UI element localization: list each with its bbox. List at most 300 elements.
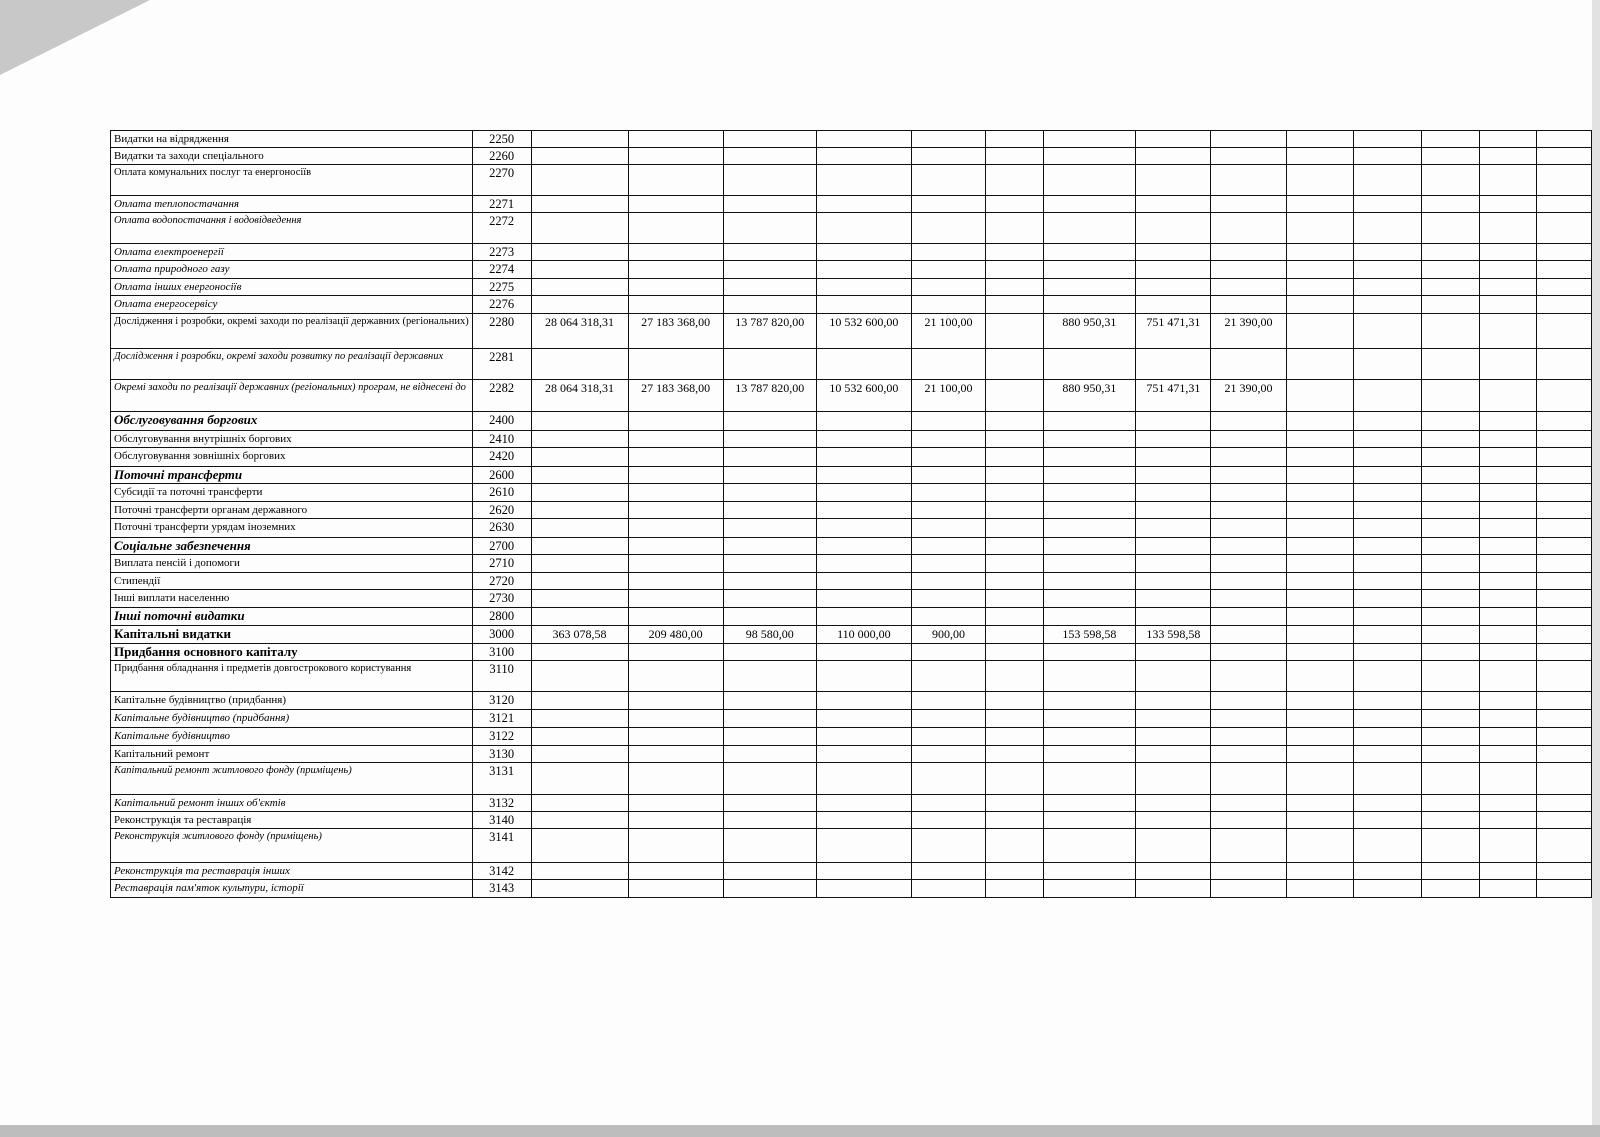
table-row — [111, 213, 1592, 244]
value-cell: 21 390,00 — [1211, 380, 1286, 412]
value-cell — [723, 880, 816, 898]
table-row — [111, 746, 1592, 763]
value-cell — [1211, 431, 1286, 448]
value-cell — [1286, 484, 1353, 502]
value-cell — [1136, 502, 1211, 519]
value-cell — [1286, 448, 1353, 467]
value-cell — [1136, 196, 1211, 213]
value-cell — [911, 710, 985, 728]
value-cell — [1211, 644, 1286, 661]
value-cell — [1421, 244, 1479, 261]
value-cell — [531, 829, 628, 863]
value-cell — [1353, 131, 1421, 148]
value-cell — [628, 763, 723, 795]
value-cell — [816, 590, 911, 608]
table-row — [111, 296, 1592, 314]
row-code: 2270 — [472, 165, 531, 196]
value-cell — [986, 261, 1044, 279]
row-label: Реконструкція житлового фонду (приміщень) — [111, 829, 473, 863]
row-label: Капітальний ремонт інших об'єктів — [111, 795, 473, 812]
value-cell — [1043, 728, 1136, 746]
value-cell — [1136, 829, 1211, 863]
value-cell — [1286, 244, 1353, 261]
value-cell — [628, 710, 723, 728]
value-cell — [816, 880, 911, 898]
value-cell — [723, 296, 816, 314]
value-cell — [723, 261, 816, 279]
row-code: 3132 — [472, 795, 531, 812]
value-cell — [723, 213, 816, 244]
value-cell — [1043, 519, 1136, 538]
value-cell — [1421, 165, 1479, 196]
value-cell — [1479, 244, 1537, 261]
value-cell — [628, 279, 723, 296]
value-cell — [1211, 608, 1286, 626]
value-cell — [531, 502, 628, 519]
value-cell — [986, 538, 1044, 555]
value-cell — [986, 380, 1044, 412]
value-cell — [1421, 608, 1479, 626]
value-cell — [1421, 829, 1479, 863]
value-cell — [911, 728, 985, 746]
value-cell — [816, 131, 911, 148]
value-cell — [1537, 763, 1592, 795]
row-code: 2275 — [472, 279, 531, 296]
value-cell — [911, 213, 985, 244]
value-cell — [1537, 829, 1592, 863]
table-row — [111, 555, 1592, 573]
value-cell — [816, 196, 911, 213]
value-cell — [816, 467, 911, 484]
row-label: Капітальне будівництво — [111, 728, 473, 746]
value-cell — [1136, 710, 1211, 728]
value-cell — [1211, 131, 1286, 148]
value-cell — [628, 412, 723, 431]
value-cell — [911, 431, 985, 448]
value-cell — [1286, 661, 1353, 692]
value-cell — [1479, 728, 1537, 746]
row-label: Оплата енергосервісу — [111, 296, 473, 314]
row-label: Оплата електроенергії — [111, 244, 473, 261]
value-cell — [1421, 448, 1479, 467]
value-cell: 751 471,31 — [1136, 314, 1211, 349]
value-cell — [1211, 196, 1286, 213]
row-code: 2630 — [472, 519, 531, 538]
value-cell — [986, 296, 1044, 314]
value-cell — [1353, 829, 1421, 863]
value-cell — [1479, 829, 1537, 863]
value-cell — [1136, 863, 1211, 880]
table-row — [111, 661, 1592, 692]
value-cell — [816, 763, 911, 795]
value-cell — [628, 573, 723, 590]
value-cell — [911, 573, 985, 590]
value-cell — [1136, 538, 1211, 555]
value-cell — [1286, 131, 1353, 148]
value-cell: 13 787 820,00 — [723, 380, 816, 412]
value-cell — [911, 880, 985, 898]
value-cell — [1421, 644, 1479, 661]
value-cell — [1479, 196, 1537, 213]
value-cell — [1421, 279, 1479, 296]
value-cell — [1286, 502, 1353, 519]
value-cell — [816, 431, 911, 448]
row-code: 3130 — [472, 746, 531, 763]
value-cell — [911, 244, 985, 261]
value-cell — [1537, 863, 1592, 880]
value-cell — [628, 728, 723, 746]
value-cell — [986, 573, 1044, 590]
value-cell — [1286, 795, 1353, 812]
value-cell — [1136, 213, 1211, 244]
row-label: Капітальні видатки — [111, 626, 473, 644]
value-cell — [1537, 380, 1592, 412]
row-label: Видатки на відрядження — [111, 131, 473, 148]
value-cell — [1136, 279, 1211, 296]
value-cell — [531, 728, 628, 746]
value-cell — [723, 431, 816, 448]
row-code: 2250 — [472, 131, 531, 148]
value-cell — [628, 261, 723, 279]
value-cell — [816, 484, 911, 502]
row-code: 3120 — [472, 692, 531, 710]
value-cell: 28 064 318,31 — [531, 380, 628, 412]
value-cell — [986, 692, 1044, 710]
table-row — [111, 502, 1592, 519]
row-label: Поточні трансферти урядам іноземних — [111, 519, 473, 538]
value-cell — [723, 467, 816, 484]
value-cell — [1479, 880, 1537, 898]
value-cell — [986, 484, 1044, 502]
value-cell — [1286, 314, 1353, 349]
row-label: Поточні трансферти органам державного — [111, 502, 473, 519]
value-cell — [723, 644, 816, 661]
value-cell — [1211, 213, 1286, 244]
value-cell — [1421, 880, 1479, 898]
value-cell: 21 100,00 — [911, 314, 985, 349]
value-cell — [723, 863, 816, 880]
row-code: 2610 — [472, 484, 531, 502]
row-label: Придбання основного капіталу — [111, 644, 473, 661]
table-row — [111, 829, 1592, 863]
value-cell — [1136, 590, 1211, 608]
value-cell — [1286, 590, 1353, 608]
value-cell — [1479, 431, 1537, 448]
value-cell — [816, 213, 911, 244]
value-cell — [1479, 661, 1537, 692]
value-cell — [1211, 538, 1286, 555]
value-cell — [1043, 746, 1136, 763]
page-edge-bottom — [0, 1125, 1600, 1137]
table-row — [111, 728, 1592, 746]
value-cell — [816, 502, 911, 519]
value-cell — [816, 519, 911, 538]
value-cell — [986, 349, 1044, 380]
value-cell — [1043, 448, 1136, 467]
value-cell — [1136, 296, 1211, 314]
value-cell — [1479, 692, 1537, 710]
value-cell — [1421, 502, 1479, 519]
value-cell — [531, 148, 628, 165]
value-cell — [1211, 812, 1286, 829]
row-label: Інші поточні видатки — [111, 608, 473, 626]
value-cell — [986, 710, 1044, 728]
value-cell — [628, 213, 723, 244]
table-row — [111, 131, 1592, 148]
value-cell — [723, 131, 816, 148]
value-cell — [1537, 261, 1592, 279]
value-cell — [1286, 196, 1353, 213]
value-cell — [1211, 728, 1286, 746]
value-cell — [1421, 555, 1479, 573]
value-cell — [628, 165, 723, 196]
value-cell — [1286, 412, 1353, 431]
row-label: Інші виплати населенню — [111, 590, 473, 608]
value-cell: 28 064 318,31 — [531, 314, 628, 349]
value-cell — [986, 244, 1044, 261]
value-cell — [1136, 795, 1211, 812]
value-cell — [1421, 484, 1479, 502]
value-cell — [723, 710, 816, 728]
value-cell — [1353, 763, 1421, 795]
value-cell — [911, 412, 985, 431]
value-cell — [1043, 590, 1136, 608]
value-cell — [1353, 467, 1421, 484]
table-row — [111, 608, 1592, 626]
value-cell — [531, 812, 628, 829]
value-cell — [1136, 484, 1211, 502]
value-cell — [911, 863, 985, 880]
value-cell — [1211, 555, 1286, 573]
row-label: Стипендії — [111, 573, 473, 590]
value-cell — [1286, 538, 1353, 555]
table-row — [111, 165, 1592, 196]
value-cell — [816, 244, 911, 261]
value-cell — [1353, 608, 1421, 626]
value-cell — [816, 148, 911, 165]
table-row — [111, 795, 1592, 812]
value-cell — [911, 165, 985, 196]
table-row — [111, 590, 1592, 608]
value-cell — [1537, 692, 1592, 710]
expenditure-table — [110, 130, 1592, 898]
value-cell — [1537, 279, 1592, 296]
folded-corner — [0, 0, 150, 75]
value-cell — [911, 644, 985, 661]
value-cell — [1479, 538, 1537, 555]
value-cell — [531, 555, 628, 573]
value-cell — [1286, 692, 1353, 710]
value-cell — [816, 573, 911, 590]
value-cell — [1479, 812, 1537, 829]
row-code: 2274 — [472, 261, 531, 279]
value-cell — [531, 863, 628, 880]
table-row — [111, 880, 1592, 898]
value-cell — [986, 590, 1044, 608]
value-cell — [1479, 502, 1537, 519]
value-cell — [986, 279, 1044, 296]
value-cell — [1211, 763, 1286, 795]
value-cell: 751 471,31 — [1136, 380, 1211, 412]
value-cell — [1421, 692, 1479, 710]
value-cell — [1043, 484, 1136, 502]
row-code: 2280 — [472, 314, 531, 349]
value-cell — [911, 349, 985, 380]
table-row — [111, 519, 1592, 538]
value-cell: 133 598,58 — [1136, 626, 1211, 644]
row-code: 3121 — [472, 710, 531, 728]
value-cell — [1353, 555, 1421, 573]
table-row — [111, 692, 1592, 710]
value-cell — [911, 746, 985, 763]
value-cell — [1211, 626, 1286, 644]
value-cell — [723, 829, 816, 863]
value-cell — [1286, 829, 1353, 863]
value-cell — [1136, 573, 1211, 590]
value-cell — [986, 412, 1044, 431]
value-cell: 363 078,58 — [531, 626, 628, 644]
value-cell — [986, 448, 1044, 467]
value-cell — [723, 661, 816, 692]
value-cell — [1136, 555, 1211, 573]
value-cell: 880 950,31 — [1043, 314, 1136, 349]
value-cell — [1043, 279, 1136, 296]
value-cell — [911, 484, 985, 502]
value-cell — [531, 644, 628, 661]
value-cell — [1286, 296, 1353, 314]
table-row — [111, 644, 1592, 661]
value-cell — [1479, 467, 1537, 484]
value-cell — [816, 746, 911, 763]
value-cell — [986, 746, 1044, 763]
value-cell — [986, 519, 1044, 538]
value-cell — [531, 763, 628, 795]
value-cell — [1479, 296, 1537, 314]
row-code: 2730 — [472, 590, 531, 608]
value-cell — [1353, 710, 1421, 728]
value-cell — [1479, 380, 1537, 412]
value-cell: 21 100,00 — [911, 380, 985, 412]
value-cell — [1211, 279, 1286, 296]
value-cell — [628, 349, 723, 380]
value-cell: 27 183 368,00 — [628, 314, 723, 349]
value-cell — [816, 279, 911, 296]
value-cell — [1211, 484, 1286, 502]
value-cell — [911, 448, 985, 467]
value-cell — [1537, 314, 1592, 349]
value-cell — [531, 196, 628, 213]
value-cell — [816, 829, 911, 863]
value-cell — [1353, 692, 1421, 710]
row-code: 2282 — [472, 380, 531, 412]
value-cell — [1353, 746, 1421, 763]
row-label: Обслуговування боргових — [111, 412, 473, 431]
value-cell — [1043, 296, 1136, 314]
value-cell — [1211, 661, 1286, 692]
value-cell — [1043, 467, 1136, 484]
table-row — [111, 467, 1592, 484]
value-cell — [816, 538, 911, 555]
value-cell — [628, 431, 723, 448]
value-cell — [1353, 296, 1421, 314]
value-cell — [1136, 244, 1211, 261]
value-cell — [986, 812, 1044, 829]
row-code: 2600 — [472, 467, 531, 484]
value-cell: 209 480,00 — [628, 626, 723, 644]
value-cell — [1211, 467, 1286, 484]
value-cell — [1043, 213, 1136, 244]
value-cell: 13 787 820,00 — [723, 314, 816, 349]
value-cell — [628, 131, 723, 148]
value-cell — [531, 296, 628, 314]
table-row — [111, 148, 1592, 165]
value-cell — [1136, 431, 1211, 448]
value-cell — [1286, 746, 1353, 763]
value-cell — [531, 538, 628, 555]
row-label: Придбання обладнання і предметів довгострокового користування — [111, 661, 473, 692]
value-cell — [1286, 710, 1353, 728]
value-cell — [628, 608, 723, 626]
value-cell — [986, 763, 1044, 795]
value-cell — [816, 644, 911, 661]
value-cell — [531, 213, 628, 244]
value-cell — [1136, 349, 1211, 380]
value-cell: 27 183 368,00 — [628, 380, 723, 412]
value-cell — [1286, 279, 1353, 296]
table-row — [111, 626, 1592, 644]
value-cell — [531, 590, 628, 608]
row-label: Окремі заходи по реалізації державних (регіональних) програм, не віднесені до — [111, 380, 473, 412]
value-cell — [986, 431, 1044, 448]
value-cell — [1211, 746, 1286, 763]
value-cell — [1421, 863, 1479, 880]
value-cell — [723, 763, 816, 795]
value-cell — [1421, 148, 1479, 165]
value-cell — [1537, 644, 1592, 661]
table-row — [111, 261, 1592, 279]
value-cell — [986, 196, 1044, 213]
value-cell: 10 532 600,00 — [816, 314, 911, 349]
value-cell: 900,00 — [911, 626, 985, 644]
value-cell — [1537, 131, 1592, 148]
value-cell — [1353, 519, 1421, 538]
row-code: 2620 — [472, 502, 531, 519]
value-cell — [1353, 661, 1421, 692]
value-cell — [1211, 502, 1286, 519]
value-cell — [1286, 573, 1353, 590]
value-cell — [531, 131, 628, 148]
value-cell — [1136, 148, 1211, 165]
value-cell — [1043, 349, 1136, 380]
row-code: 2710 — [472, 555, 531, 573]
value-cell — [628, 448, 723, 467]
value-cell — [1479, 795, 1537, 812]
value-cell — [816, 692, 911, 710]
value-cell — [1211, 448, 1286, 467]
value-cell — [1043, 608, 1136, 626]
table-row — [111, 484, 1592, 502]
value-cell — [1353, 244, 1421, 261]
value-cell — [1211, 829, 1286, 863]
value-cell — [1353, 314, 1421, 349]
value-cell — [531, 261, 628, 279]
value-cell — [1479, 763, 1537, 795]
table-row — [111, 448, 1592, 467]
value-cell — [723, 573, 816, 590]
value-cell — [1537, 148, 1592, 165]
value-cell — [531, 795, 628, 812]
value-cell — [1043, 829, 1136, 863]
